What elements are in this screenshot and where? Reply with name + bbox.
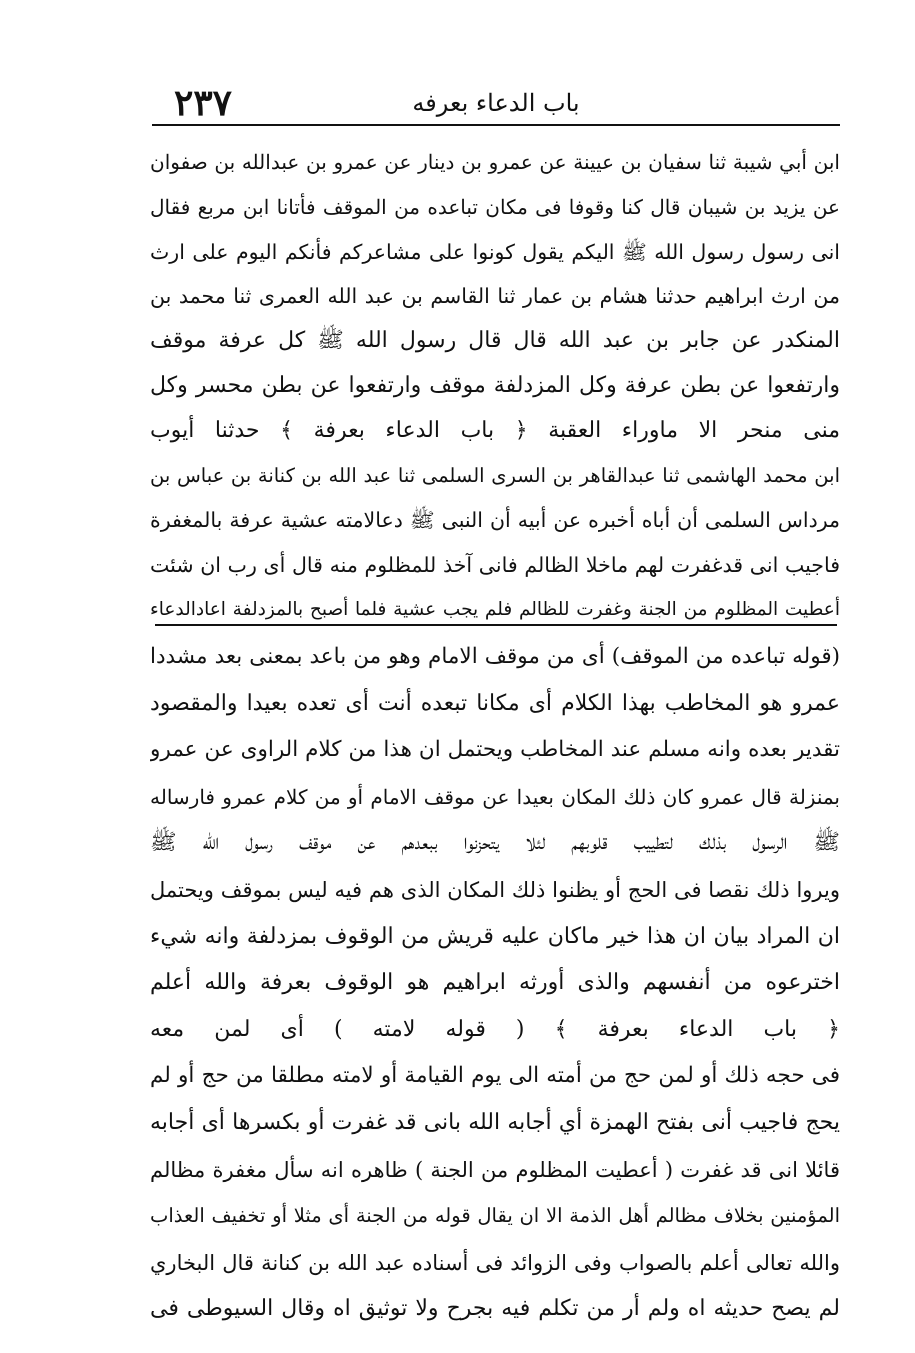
main-text-line: وارتفعوا عن بطن عرفة وكل المزدلفة موقف وارتفعوا عن بطن محسر وكل xyxy=(150,372,840,398)
commentary-line: اخترعوه من أنفسهم والذى أورثه ابراهيم هو الوقوف بعرفة والله أعلم xyxy=(150,970,840,996)
commentary-line: ﴿ باب الدعاء بعرفة ﴾ ( قوله لامته ) أى لمن معه xyxy=(150,1016,840,1042)
main-text-block xyxy=(150,140,840,633)
commentary-line: ويروا ذلك نقصا فى الحج أو يظنوا ذلك المكان الذى هم فيه ليس بموقف ويحتمل xyxy=(150,877,840,902)
main-text-line: انى رسول رسول الله ﷺ اليكم يقول كونوا على مشاعركم فأنكم اليوم على ارث xyxy=(150,239,840,264)
page-number: ٢٣٧ xyxy=(174,82,233,124)
commentary-line: لم يصح حديثه اه ولم أر من تكلم فيه بجرح ولا توثيق اه وقال السيوطى فى xyxy=(150,1296,840,1322)
main-text-line: فاجيب انى قدغفرت لهم ماخلا الظالم فانى آخذ للمظلوم منه قال أى رب ان شئت xyxy=(150,553,840,578)
commentary-line: والله تعالى أعلم بالصواب وفى الزوائد فى أسناده عبد الله بن كنانة قال البخاري xyxy=(150,1250,840,1275)
commentary-line: فى حجه ذلك أو لمن حج من أمته الى يوم القيامة أو لامته مطلقا من حج أو لم xyxy=(150,1063,840,1089)
commentary-line: تقدير بعده وانه مسلم عند المخاطب ويحتمل ان هذا من كلام الراوى عن عمرو xyxy=(150,737,840,763)
commentary-line: يحج فاجيب أنى بفتح الهمزة أي أجابه الله بانى قد غفرت أو بكسرها أى أجابه xyxy=(150,1109,840,1135)
commentary-block xyxy=(150,634,840,1333)
main-text-line: من ارث ابراهيم حدثنا هشام بن عمار ثنا القاسم بن عبد الله العمرى ثنا محمد بن xyxy=(150,284,840,309)
page-header xyxy=(152,82,840,126)
commentary-line: قائلا انى قد غفرت ( أعطيت المظلوم من الجنة ) ظاهره انه سأل مغفرة مظالم xyxy=(150,1157,840,1182)
commentary-line: عمرو هو المخاطب بهذا الكلام أى مكانا تبعده أنت أى تعده بعيدا والمقصود xyxy=(150,690,840,716)
commentary-line: المؤمنين بخلاف مظالم أهل الذمة الا ان يقال قوله من الجنة أى مثلا أو تخفيف العذاب xyxy=(150,1204,840,1228)
main-text-line: أعطيت المظلوم من الجنة وغفرت للظالم فلم يجب عشية فلما أصبح بالمزدلفة اعادالدعاء xyxy=(150,598,840,620)
commentary-line: ان المراد بيان ان هذا خير ماكان عليه قريش من الوقوف بمزدلفة وانه شيء xyxy=(150,923,840,949)
main-text-line: ابن محمد الهاشمى ثنا عبدالقاهر بن السرى السلمى ثنا عبد الله بن كنانة بن عباس بن xyxy=(150,463,840,487)
commentary-line: بمنزلة قال عمرو كان ذلك المكان بعيدا عن موقف الامام أو من كلام عمرو فارساله xyxy=(150,784,840,809)
commentary-line: (قوله تباعده من الموقف) أى من موقف الامام وهو من باعد بمعنى بعد مشددا xyxy=(150,644,840,669)
main-text-line: ابن أبي شيبة ثنا سفيان بن عيينة عن عمرو بن دينار عن عمرو بن عبدالله بن صفوان xyxy=(150,150,840,174)
main-text-line: عن يزيد بن شيبان قال كنا وقوفا فى مكان تباعده من الموقف فأتانا ابن مربع فقال xyxy=(150,194,840,219)
main-text-line: المنكدر عن جابر بن عبد الله قال قال رسول الله ﷺ كل عرفة موقف xyxy=(150,328,840,354)
section-divider xyxy=(155,624,837,626)
main-text-line: مرداس السلمى أن أباه أخبره عن أبيه أن النبى ﷺ دعالامته عشية عرفة بالمغفرة xyxy=(150,508,840,533)
commentary-line: ﷺ الرسول بذلك لتطييب قلوبهم لئلا يتحزنوا ببعدهم عن موقف رسول الله ﷺ xyxy=(150,830,840,856)
running-title: باب الدعاء بعرفه xyxy=(412,89,580,117)
main-text-line: منى منحر الا ماوراء العقبة ﴿ باب الدعاء بعرفة ﴾ حدثنا أيوب xyxy=(150,417,840,443)
